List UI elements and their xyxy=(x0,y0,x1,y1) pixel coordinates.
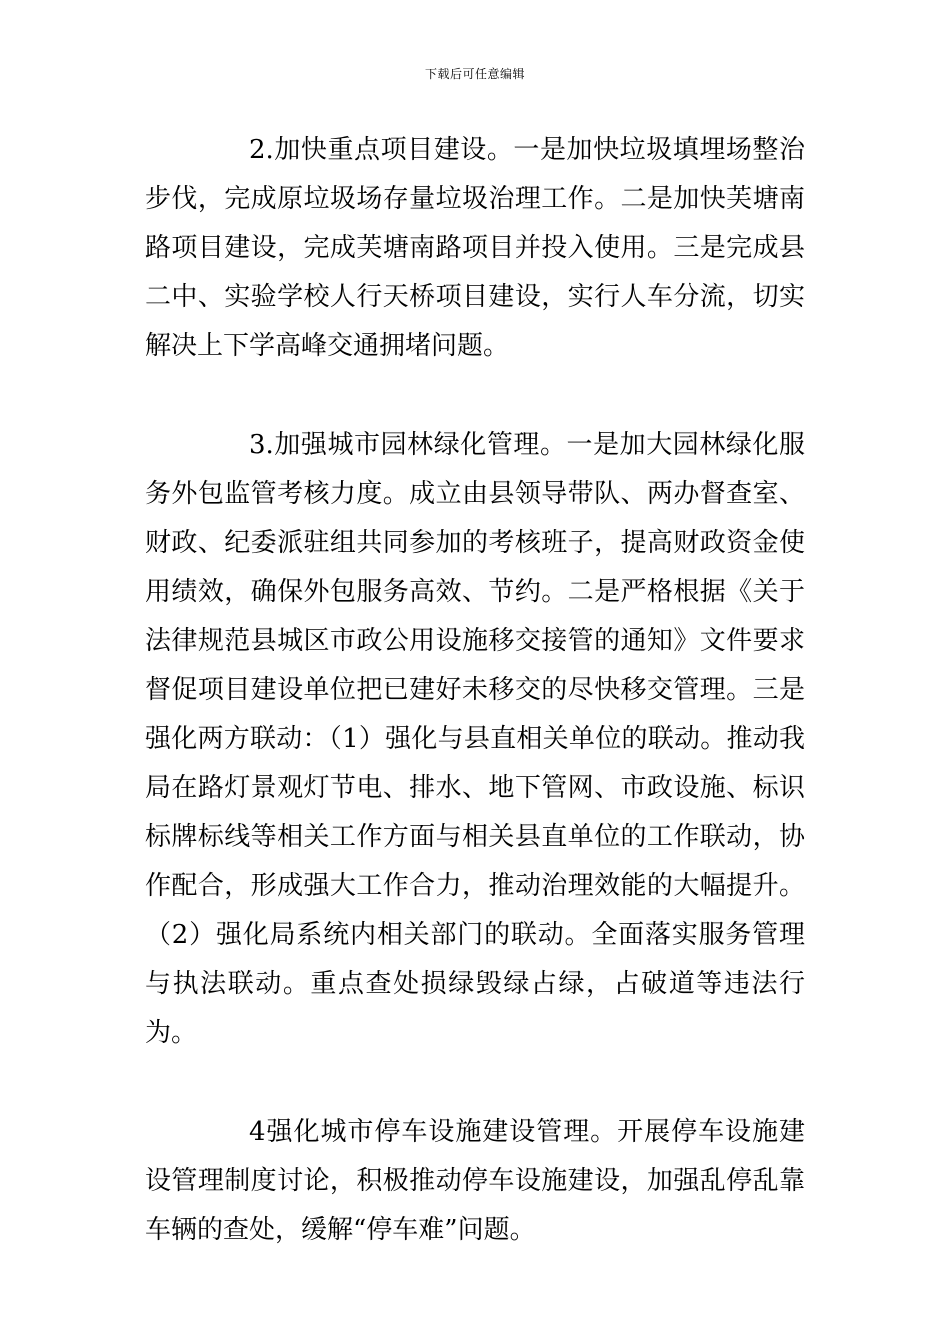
page-header-note: 下载后可任意编辑 xyxy=(424,67,525,81)
paragraph-key-projects: 2.加快重点项目建设。一是加快垃圾填埋场整治步伐，完成原垃圾场存量垃圾治理工作。二是加快芙塘南路项目建设，完成芙塘南路项目并投入使用。三是完成县二中、实验学校人行天桥项目建设，实行人车分流，切实解决上下学高峰交通拥堵问题。 xyxy=(145,135,805,361)
paragraph-greening-management: 3.加强城市园林绿化管理。一是加大园林绿化服务外包监管考核力度。成立由县领导带队、两办督查室、财政、纪委派驻组共同参加的考核班子，提高财政资金使用绩效，确保外包服务高效、节约。二是严格根据《关于法律规范县城区市政公用设施移交接管的通知》文件要求督促项目建设单位把已建好未移交的尽快移交管理。三是强化两方联动：（1）强化与县直相关单位的联动。推动我局在路灯景观灯节电、排水、地下管网、市政设施、标识标牌标线等相关工作方面与相关县直单位的工作联动，协作配合，形成强大工作合力，推动治理效能的大幅提升。（2）强化局系统内相关部门的联动。全面落实服务管理与执法联动。重点查处损绿毁绿占绿，占破道等违法行为。 xyxy=(145,430,805,1048)
paragraph-parking-management: 4强化城市停车设施建设管理。开展停车设施建设管理制度讨论，积极推动停车设施建设，加强乱停乱靠车辆的查处，缓解“停车难”问题。 xyxy=(145,1117,805,1245)
document-body xyxy=(145,126,805,1255)
